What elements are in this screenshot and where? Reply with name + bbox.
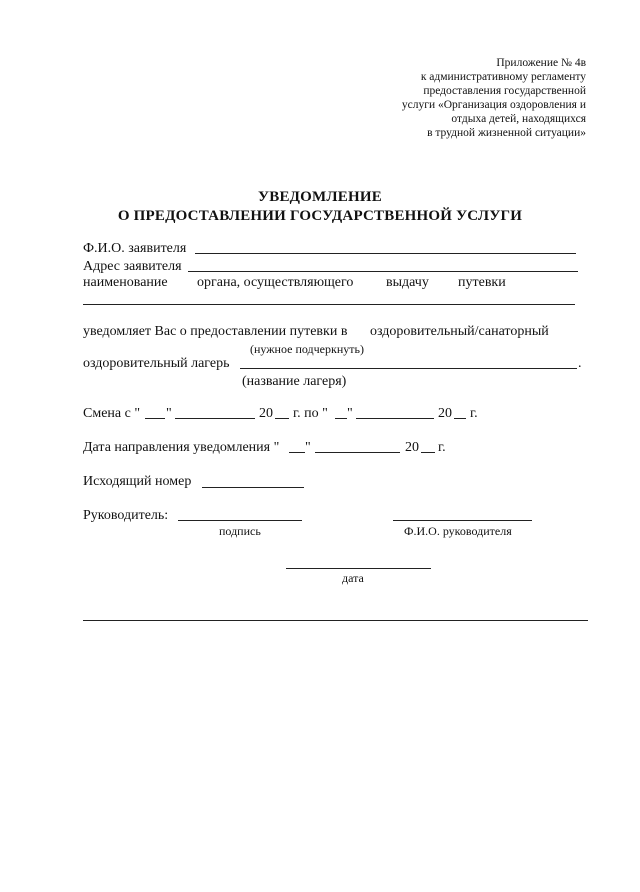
shift-year-1: 20 bbox=[259, 406, 273, 421]
shift-from-year-line[interactable] bbox=[275, 418, 289, 419]
appendix-line: услуги «Организация оздоровления и bbox=[401, 99, 586, 111]
appendix-line: в трудной жизненной ситуации» bbox=[427, 127, 586, 139]
notify-date-quote: " bbox=[305, 440, 311, 455]
shift-to-day-line[interactable] bbox=[335, 418, 347, 419]
bottom-separator bbox=[83, 620, 588, 621]
title-line-2: О ПРЕДОСТАВЛЕНИИ ГОСУДАРСТВЕННОЙ УСЛУГИ bbox=[117, 208, 523, 224]
date-hint: дата bbox=[342, 571, 364, 585]
org-name-line[interactable] bbox=[83, 304, 575, 305]
title-line-1: УВЕДОМЛЕНИЕ bbox=[258, 189, 382, 205]
applicant-address-label: Адрес заявителя bbox=[83, 259, 182, 274]
shift-year-suffix: г. bbox=[470, 406, 478, 421]
shift-to-label: г. по " bbox=[293, 406, 328, 421]
notify-date-year-line[interactable] bbox=[421, 452, 435, 453]
date-line[interactable] bbox=[286, 568, 431, 569]
notify-text: уведомляет Вас о предоставлении путевки в bbox=[83, 324, 348, 339]
camp-end-dot: . bbox=[578, 356, 582, 371]
shift-to-month-line[interactable] bbox=[356, 418, 434, 419]
appendix-note bbox=[326, 56, 586, 140]
underline-hint: (нужное подчеркнуть) bbox=[250, 342, 364, 356]
head-fio-hint: Ф.И.О. руководителя bbox=[404, 524, 512, 538]
org-word-name: наименование bbox=[83, 275, 168, 290]
head-signature-line[interactable] bbox=[178, 520, 302, 521]
outgoing-number-label: Исходящий номер bbox=[83, 474, 192, 489]
head-fio-line[interactable] bbox=[393, 520, 532, 521]
appendix-line: предоставления государственной bbox=[423, 85, 586, 97]
notify-date-month-line[interactable] bbox=[315, 452, 400, 453]
shift-from-label: Смена с " bbox=[83, 406, 141, 421]
shift-from-day-line[interactable] bbox=[145, 418, 165, 419]
camp-type-options: оздоровительный/санаторный bbox=[370, 324, 549, 339]
camp-name-line[interactable] bbox=[240, 368, 577, 369]
org-word-voucher: путевки bbox=[458, 275, 506, 290]
applicant-fio-line[interactable] bbox=[195, 253, 576, 254]
signature-hint: подпись bbox=[219, 524, 261, 538]
org-word-issuing: выдачу bbox=[386, 275, 429, 290]
appendix-line: к административному регламенту bbox=[420, 71, 586, 83]
applicant-address-line[interactable] bbox=[188, 271, 578, 272]
head-label: Руководитель: bbox=[83, 508, 169, 523]
document-title bbox=[0, 188, 640, 226]
notify-date-day-line[interactable] bbox=[289, 452, 305, 453]
applicant-fio-label: Ф.И.О. заявителя bbox=[83, 241, 187, 256]
shift-to-year-line[interactable] bbox=[454, 418, 466, 419]
shift-year-2: 20 bbox=[438, 406, 452, 421]
camp-label: оздоровительный лагерь bbox=[83, 356, 230, 371]
shift-from-month-line[interactable] bbox=[175, 418, 255, 419]
appendix-line: отдыха детей, находящихся bbox=[451, 113, 586, 125]
shift-quote-2: " bbox=[347, 406, 353, 421]
outgoing-number-line[interactable] bbox=[202, 487, 304, 488]
notify-date-label: Дата направления уведомления " bbox=[83, 440, 280, 455]
org-word-body: органа, осуществляющего bbox=[197, 275, 354, 290]
shift-quote-1: " bbox=[166, 406, 172, 421]
appendix-line: Приложение № 4в bbox=[496, 57, 586, 69]
notify-date-year-suffix: г. bbox=[438, 440, 446, 455]
camp-name-hint: (название лагеря) bbox=[242, 374, 347, 389]
notify-date-year: 20 bbox=[405, 440, 419, 455]
